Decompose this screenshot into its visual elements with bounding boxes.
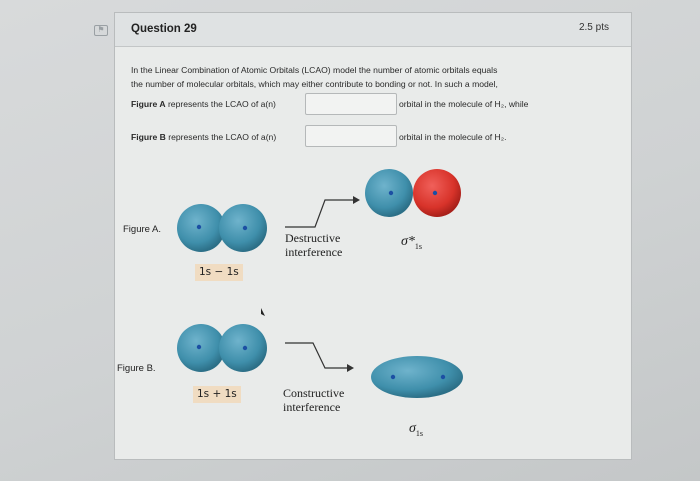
bonding-lobe xyxy=(371,356,463,398)
orbital-b-left xyxy=(177,324,225,372)
figure-b-prefix: represents the LCAO of a(n) xyxy=(168,132,277,142)
nucleus-a-right xyxy=(243,226,247,230)
intro-line-2: the number of molecular orbitals, which may either contribute to bonding or not. In such a model, xyxy=(131,79,498,89)
bonding-orbital xyxy=(371,356,463,398)
figure-b-label: Figure B. xyxy=(117,363,156,374)
figure-a-prefix: represents the LCAO of a(n) xyxy=(167,99,276,109)
mouse-cursor-icon xyxy=(261,308,265,316)
arrow-b-icon xyxy=(347,364,354,372)
figure-a-atomic-orbitals xyxy=(177,204,267,252)
sigma-glyph: σ xyxy=(409,421,416,436)
question-title: Question 29 xyxy=(131,23,197,35)
question-card xyxy=(114,12,632,460)
nucleus-bond-right xyxy=(441,375,445,379)
energy-line-b xyxy=(285,343,347,368)
nucleus-b-right xyxy=(243,346,247,350)
sigma-star-sub: 1s xyxy=(414,241,423,251)
figure-b-suffix: orbital in the molecule of H₂. xyxy=(399,132,507,142)
figure-a-interference-1: Destructive xyxy=(285,231,341,245)
antibonding-orbital xyxy=(365,169,461,217)
sigma-sub: 1s xyxy=(415,428,424,438)
figure-b-interference-1: Constructive xyxy=(283,386,345,400)
figure-b-interference-2: interference xyxy=(283,400,341,414)
question-points: 2.5 pts xyxy=(578,22,609,33)
energy-line-a xyxy=(285,200,353,227)
figure-b-bold: Figure B xyxy=(131,132,166,142)
orbital-diagram xyxy=(115,13,633,461)
intro-line-1: In the Linear Combination of Atomic Orbitals (LCAO) model the number of atomic orbitals equals xyxy=(131,65,498,75)
flag-question-icon[interactable]: ⚑ xyxy=(94,25,108,36)
nucleus-a-left xyxy=(197,225,201,229)
sigma-star-glyph: σ* xyxy=(401,234,415,249)
figure-a-combination: 1s − 1s xyxy=(195,264,243,281)
nucleus-b-left xyxy=(197,345,201,349)
figure-b-combination: 1s + 1s xyxy=(193,386,241,403)
nucleus-anti-left xyxy=(389,191,393,195)
figure-a-label: Figure A. xyxy=(123,224,162,235)
arrow-a-icon xyxy=(353,196,360,204)
orbital-a-left xyxy=(177,204,225,252)
figure-b-atomic-orbitals xyxy=(177,324,267,372)
figure-a-suffix: orbital in the molecule of H₂, while xyxy=(399,99,529,109)
figure-a-interference-2: interference xyxy=(285,245,343,259)
nucleus-bond-left xyxy=(391,375,395,379)
nucleus-anti-right xyxy=(433,191,437,195)
figure-a-bold: Figure A xyxy=(131,99,166,109)
